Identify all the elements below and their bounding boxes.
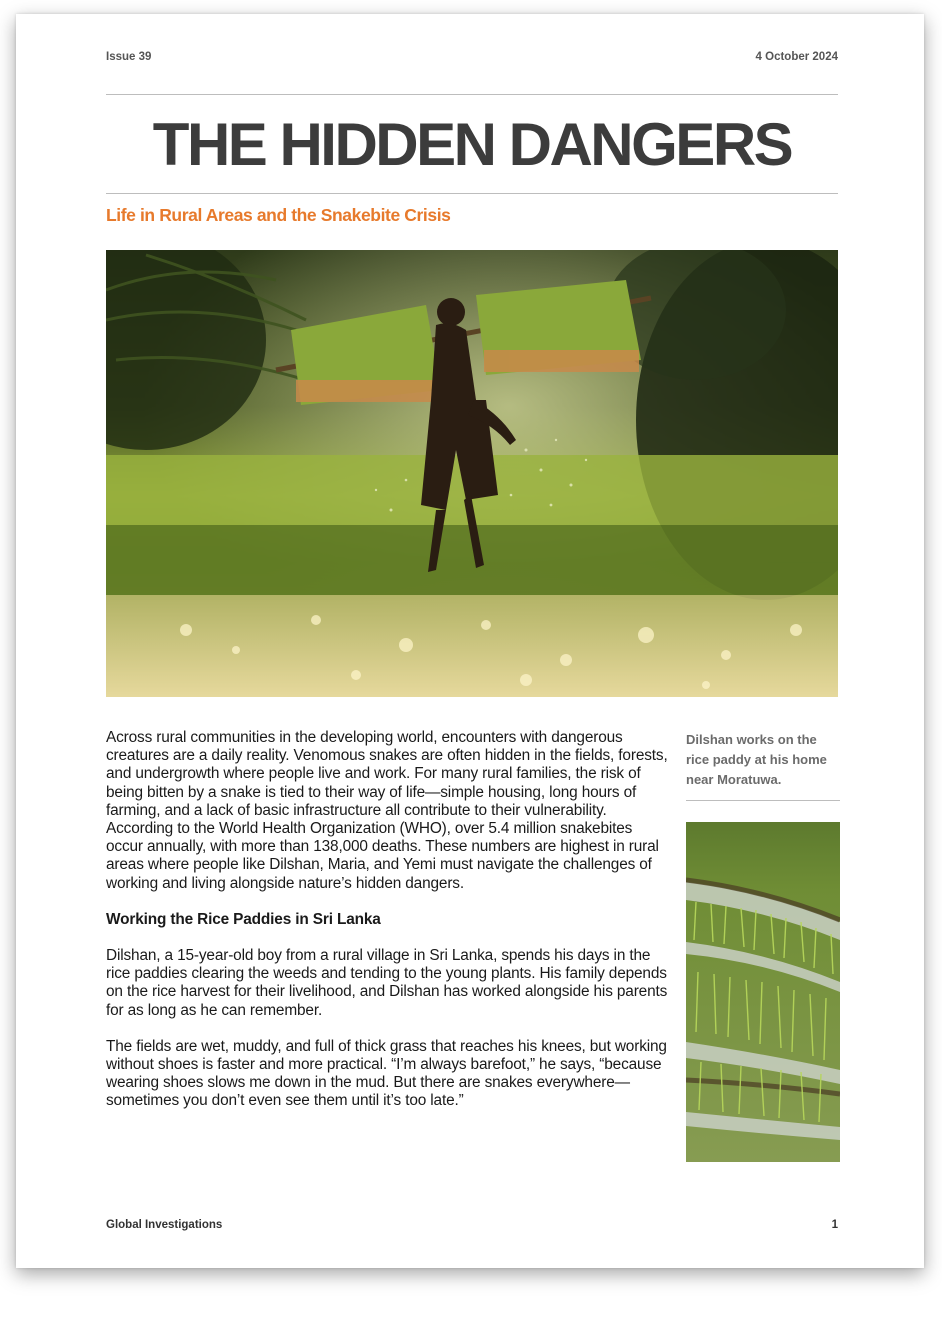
caption-divider [686, 800, 840, 801]
publication-name: Global Investigations [106, 1219, 223, 1231]
photo-caption: Dilshan works on the rice paddy at his home near Moratuwa. [686, 732, 827, 787]
paragraph-3: The fields are wet, muddy, and full of thick grass that reaches his knees, but working without shoes is faster and more practical. “I’m always barefoot,” he says, “because wearing shoes slows me down in the mud. But there are snakes everywhere—sometimes you don’t even see them until it’s too late.” [106, 1037, 667, 1110]
top-divider [106, 94, 838, 95]
paragraph-2: Dilshan, a 15-year-old boy from a rural village in Sri Lanka, spends his days in the rice paddies clearing the weeds and tending to the young plants. His family depends on the rice harvest for their livelihood, and Dilshan has worked alongside his parents for as long as he can remember. [106, 947, 668, 1019]
issue-date: 4 October 2024 [755, 51, 838, 63]
rice-paddy-photo-icon [686, 822, 840, 1162]
hero-photo [106, 250, 838, 697]
page-number: 1 [831, 1219, 838, 1231]
issue-number: Issue 39 [106, 51, 152, 63]
page-footer [106, 1219, 838, 1231]
intro-paragraph: Across rural communities in the developing world, encounters with dangerous creatures are a daily reality. Venomous snakes are often hidden in the fields, forests, and undergrowth where people live and work. For many rural families, the risk of being bitten by a snake is tied to their way of life—simple housing, long hours of farming, and a lack of basic infrastructure all contribute to their vulnerability. According to the World Health Organization (WHO), over 5.4 million snakebites occur annually, with more than 138,000 deaths. These numbers are highest in rural areas where people like Dilshan, Maria, and Yemi must navigate the challenges of working and living alongside nature’s hidden dangers. [106, 729, 668, 892]
subheadline: Life in Rural Areas and the Snakebite Crisis [106, 205, 451, 225]
headline-divider [106, 193, 838, 194]
section-heading: Working the Rice Paddies in Sri Lanka [106, 910, 381, 928]
headline: THE HIDDEN DANGERS [152, 111, 792, 178]
rice-farmer-photo-icon [106, 250, 838, 697]
document-page [16, 14, 924, 1268]
side-photo [686, 822, 840, 1162]
article-body [106, 729, 668, 1129]
page-content [106, 14, 838, 1268]
masthead-meta [106, 51, 838, 63]
